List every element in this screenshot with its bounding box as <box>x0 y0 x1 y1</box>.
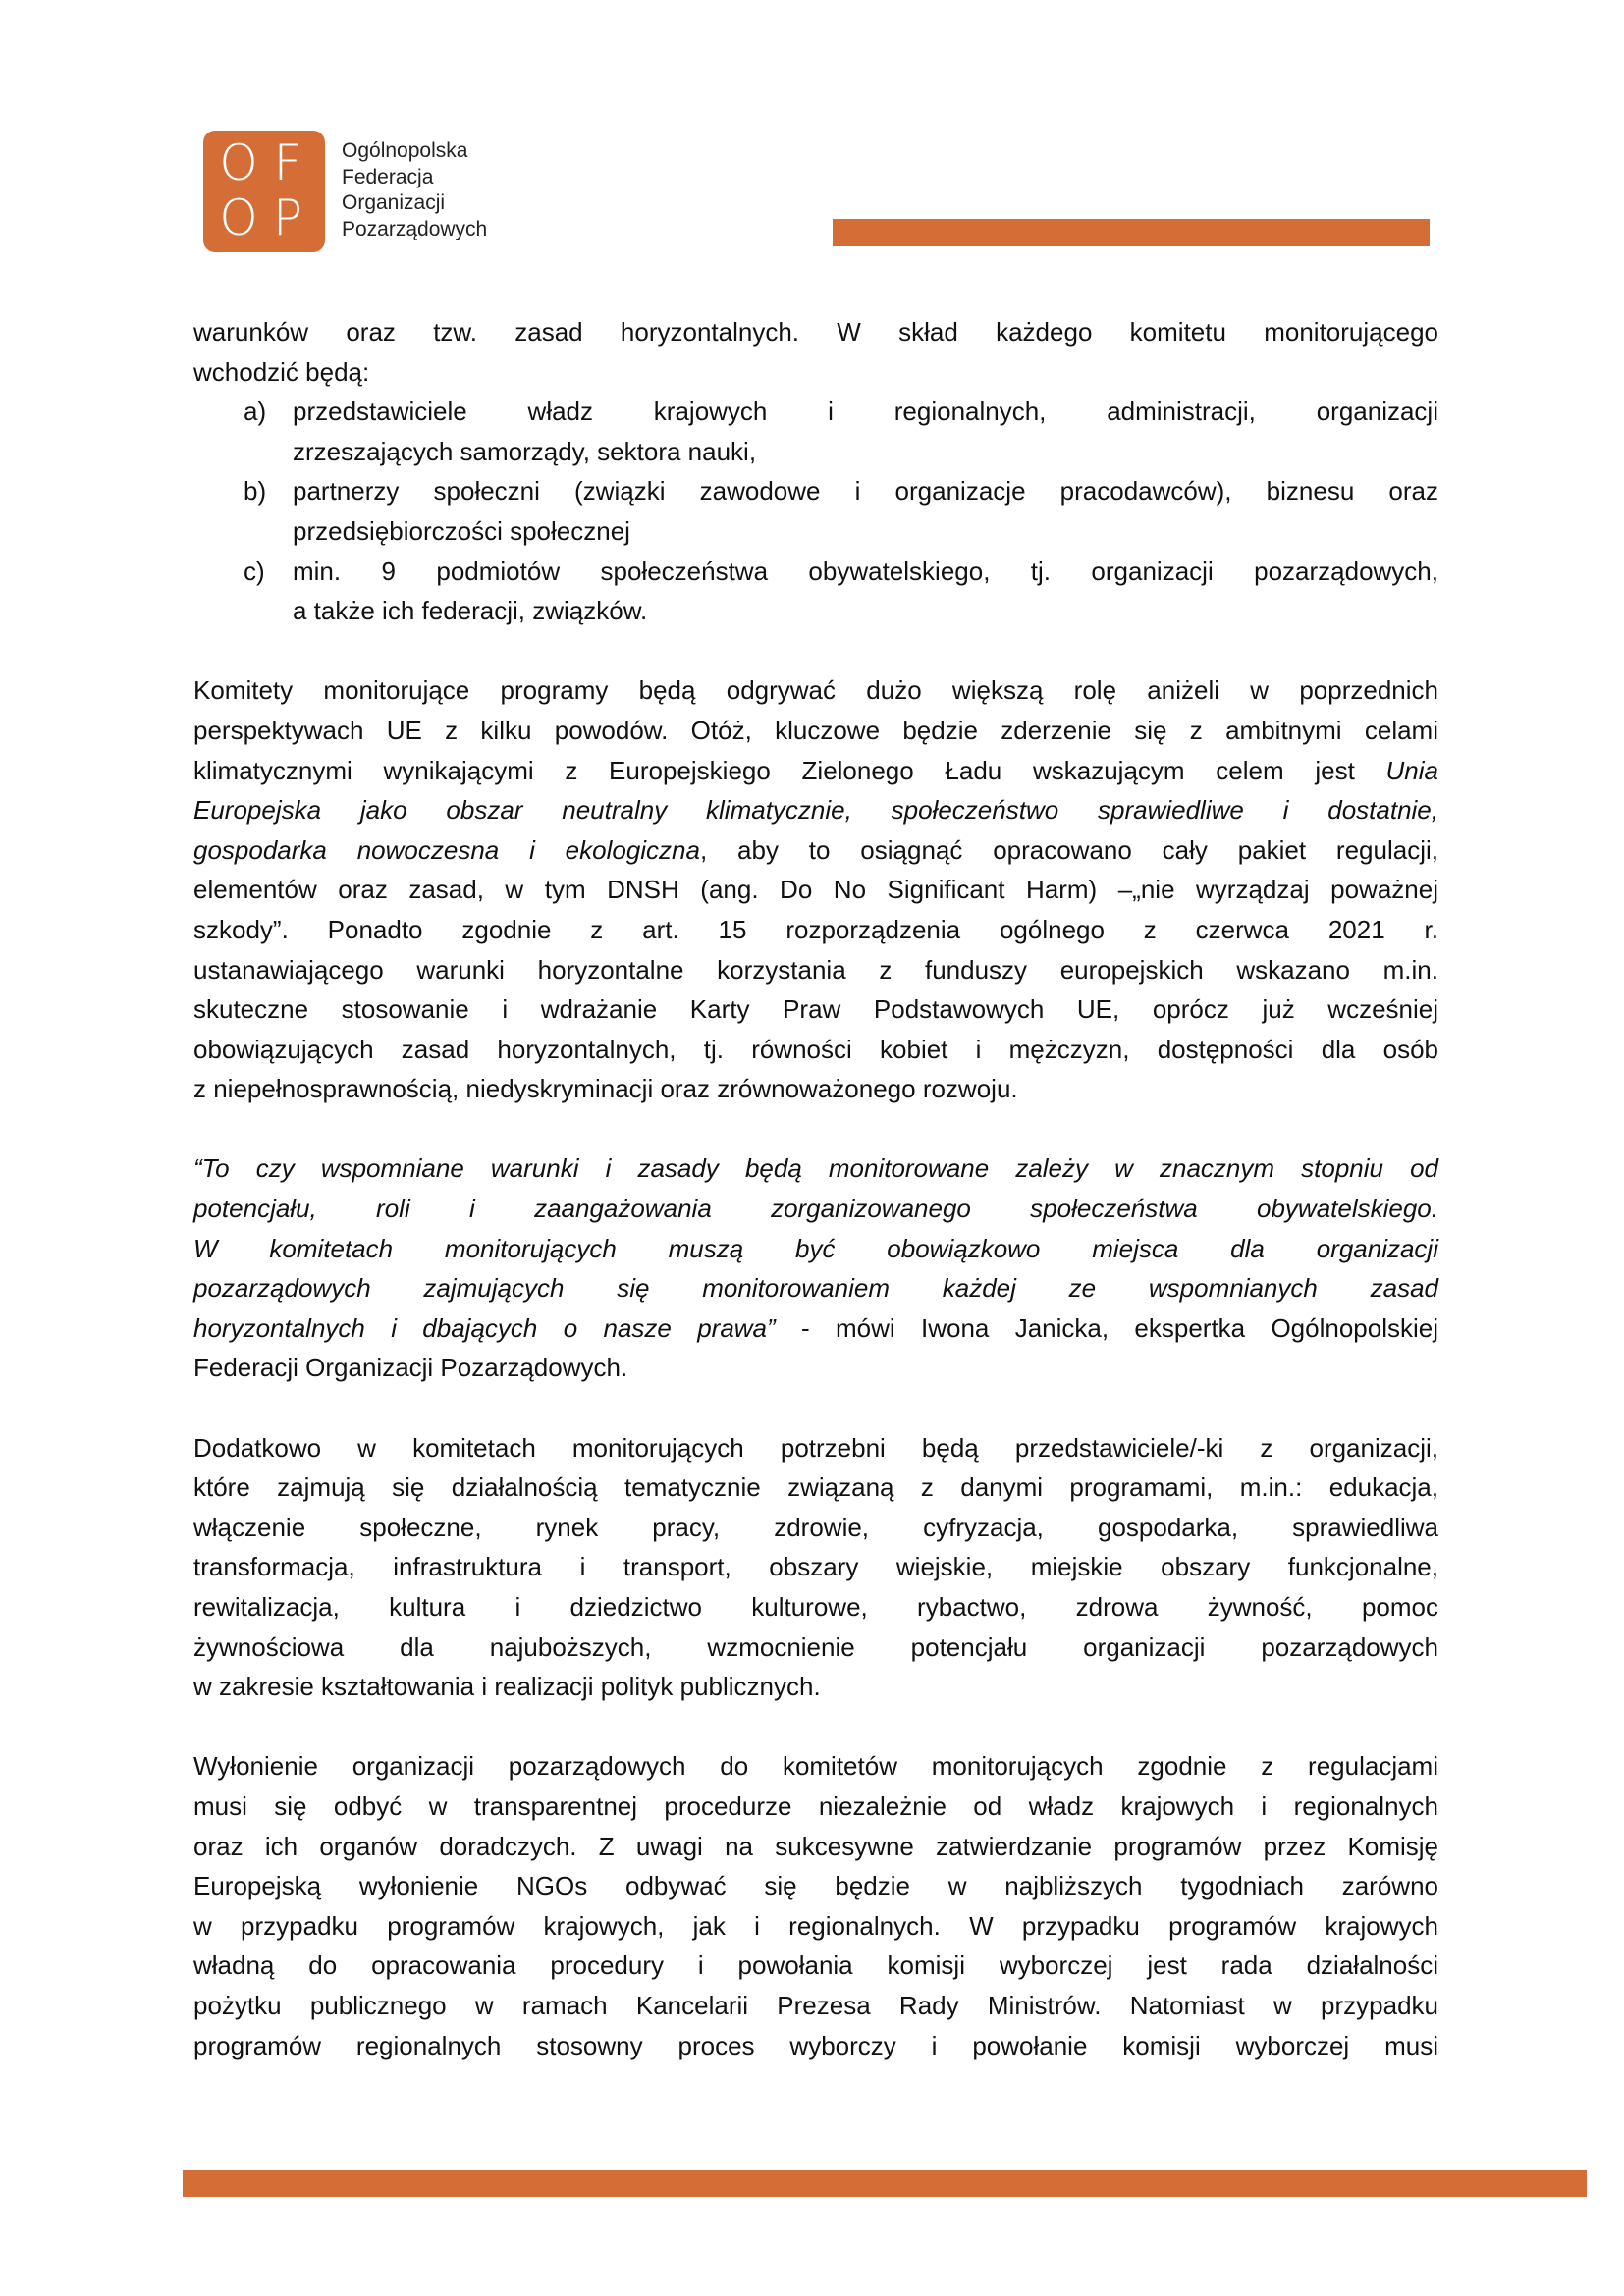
text-line: elementów oraz zasad, w tym DNSH (ang. Do No Significant Harm) –„nie wyrządzaj poważnej <box>193 875 1438 905</box>
logo-letter: O <box>219 134 258 191</box>
text-line: warunków oraz tzw. zasad horyzontalnych. W skład każdego komitetu monitorującego <box>193 317 1438 347</box>
text-line: oraz ich organów doradczych. Z uwagi na sukcesywne zatwierdzanie programów przez Komisję <box>193 1831 1438 1861</box>
text-line: Komitety monitorujące programy będą odgrywać dużo większą rolę aniżeli w poprzednich <box>193 675 1438 706</box>
logo-letter: O <box>219 189 258 246</box>
italic-run: pozarządowych zajmujących się monitorowaniem każdej ze wspomnianych zasad <box>193 1273 1438 1304</box>
org-name-line: Ogólnopolska <box>342 139 468 162</box>
text-run: , aby to osiągnąć opracowano cały pakiet regulacji, <box>699 834 1438 865</box>
document-body <box>193 312 1438 2065</box>
text-line <box>193 1229 1438 1269</box>
italic-run: gospodarka nowoczesna i ekologiczna <box>193 834 700 865</box>
italic-run: Unia <box>1385 755 1438 785</box>
text-line: w zakresie kształtowania i realizacji polityk publicznych. <box>193 1672 821 1702</box>
text-line: Dodatkowo w komitetach monitorujących potrzebni będą przedstawiciele/-ki z organizacji, <box>193 1432 1438 1463</box>
text-line: szkody”. Ponadto zgodnie z art. 15 rozporządzenia ogólnego z czerwca 2021 r. <box>193 914 1438 944</box>
list-item <box>193 471 1438 551</box>
paragraph-selection-procedure <box>193 1746 1438 2065</box>
text-line: perspektywach UE z kilku powodów. Otóż, kluczowe będzie zderzenie się z ambitnymi celami <box>193 715 1438 745</box>
text-line: Wyłonienie organizacji pozarządowych do komitetów monitorujących zgodnie z regulacjami <box>193 1751 1438 1782</box>
organization-name <box>342 138 487 242</box>
italic-run: W komitetach monitorujących muszą być obowiązkowo miejsca dla organizacji <box>193 1233 1438 1263</box>
text-line <box>193 790 1438 830</box>
list-item <box>193 392 1438 471</box>
text-line: wchodzić będą: <box>193 356 370 387</box>
text-line: zrzeszających samorządy, sektora nauki, <box>293 436 757 466</box>
text-line <box>193 1189 1438 1229</box>
text-line <box>193 830 1438 871</box>
text-line <box>193 1148 1438 1189</box>
text-line: min. 9 podmiotów społeczeństwa obywatelskiego, tj. organizacji pozarządowych, <box>293 556 1438 586</box>
list-marker: b) <box>244 476 267 507</box>
text-line: programów regionalnych stosowny proces wyborczy i powołanie komisji wyborczej musi <box>193 2030 1438 2060</box>
text-line: które zajmują się działalnością tematycznie związaną z danymi programami, m.in.: edukacja, <box>193 1472 1438 1503</box>
paragraph-thematic-areas <box>193 1428 1438 1707</box>
member-list <box>193 392 1438 631</box>
text-line: przedstawiciele władz krajowych i regionalnych, administracji, organizacji <box>293 397 1438 427</box>
org-name-line: Organizacji <box>342 191 446 214</box>
italic-run: “To czy wspomniane warunki i zasady będą monitorowane zależy w znacznym stopniu od <box>193 1153 1438 1184</box>
text-line: włączenie społeczne, rynek pracy, zdrowie, cyfryzacja, gospodarka, sprawiedliwa <box>193 1512 1438 1542</box>
org-name-line: Pozarządowych <box>342 217 488 240</box>
text-line: transformacja, infrastruktura i transport, obszary wiejskie, miejskie obszary funkcjonalne, <box>193 1552 1438 1582</box>
text-run: - mówi Iwona Janicka, ekspertka Ogólnopolskiej <box>775 1312 1439 1343</box>
text-line: przedsiębiorczości społecznej <box>293 515 630 546</box>
text-line <box>193 751 1438 791</box>
footer-accent-bar <box>183 2170 1587 2197</box>
org-name-line: Federacja <box>342 165 434 188</box>
text-line <box>193 1268 1438 1308</box>
text-line: władną do opracowania procedury i powołania komisji wyborczej jest rada działalności <box>193 1950 1438 1981</box>
text-line: musi się odbyć w transparentnej procedurze niezależnie od władz krajowych i regionalnych <box>193 1790 1438 1821</box>
text-line: partnerzy społeczni (związki zawodowe i organizacje pracodawców), biznesu oraz <box>293 476 1438 507</box>
italic-run: potencjału, roli i zaangażowania zorganizowanego społeczeństwa obywatelskiego. <box>193 1194 1438 1224</box>
list-marker: a) <box>244 397 267 427</box>
list-item <box>193 552 1438 631</box>
text-line: a także ich federacji, związków. <box>293 596 648 626</box>
paragraph-expert-quote <box>193 1148 1438 1388</box>
text-line: Federacji Organizacji Pozarządowych. <box>193 1353 628 1383</box>
paragraph-monitoring-role <box>193 670 1438 1109</box>
italic-run: Europejska jako obszar neutralny klimatycznie, społeczeństwo sprawiedliwe i dostatnie, <box>193 795 1438 826</box>
ofop-logo-mark <box>203 131 325 252</box>
text-line: z niepełnosprawnością, niedyskryminacji oraz zrównoważonego rozwoju. <box>193 1074 1018 1104</box>
text-line: Europejską wyłonienie NGOs odbywać się będzie w najbliższych tygodniach zarówno <box>193 1871 1438 1901</box>
logo-letter: F <box>273 134 302 191</box>
italic-run: horyzontalnych i dbających o nasze prawa” <box>193 1312 776 1343</box>
text-line: skuteczne stosowanie i wdrażanie Karty Praw Podstawowych UE, oprócz już wcześniej <box>193 994 1438 1025</box>
text-line: obowiązujących zasad horyzontalnych, tj. równości kobiet i mężczyzn, dostępności dla osób <box>193 1034 1438 1064</box>
text-line: żywnościowa dla najuboższych, wzmocnienie potencjału organizacji pozarządowych <box>193 1631 1438 1662</box>
list-marker: c) <box>244 556 265 586</box>
text-run: klimatycznymi wynikającymi z Europejskiego Zielonego Ładu wskazującym celem jest <box>193 755 1386 785</box>
text-line: rewitalizacja, kultura i dziedzictwo kulturowe, rybactwo, zdrowa żywność, pomoc <box>193 1592 1438 1622</box>
text-line <box>193 1308 1438 1349</box>
logo-letter: P <box>272 189 303 246</box>
text-line: ustanawiającego warunki horyzontalne korzystania z funduszy europejskich wskazano m.in. <box>193 954 1438 985</box>
text-line: w przypadku programów krajowych, jak i regionalnych. W przypadku programów krajowych <box>193 1910 1438 1941</box>
text-line: pożytku publicznego w ramach Kancelarii Prezesa Rady Ministrów. Natomiast w przypadku <box>193 1990 1438 2020</box>
paragraph-committee-composition <box>193 312 1438 392</box>
header-accent-bar <box>833 219 1430 246</box>
